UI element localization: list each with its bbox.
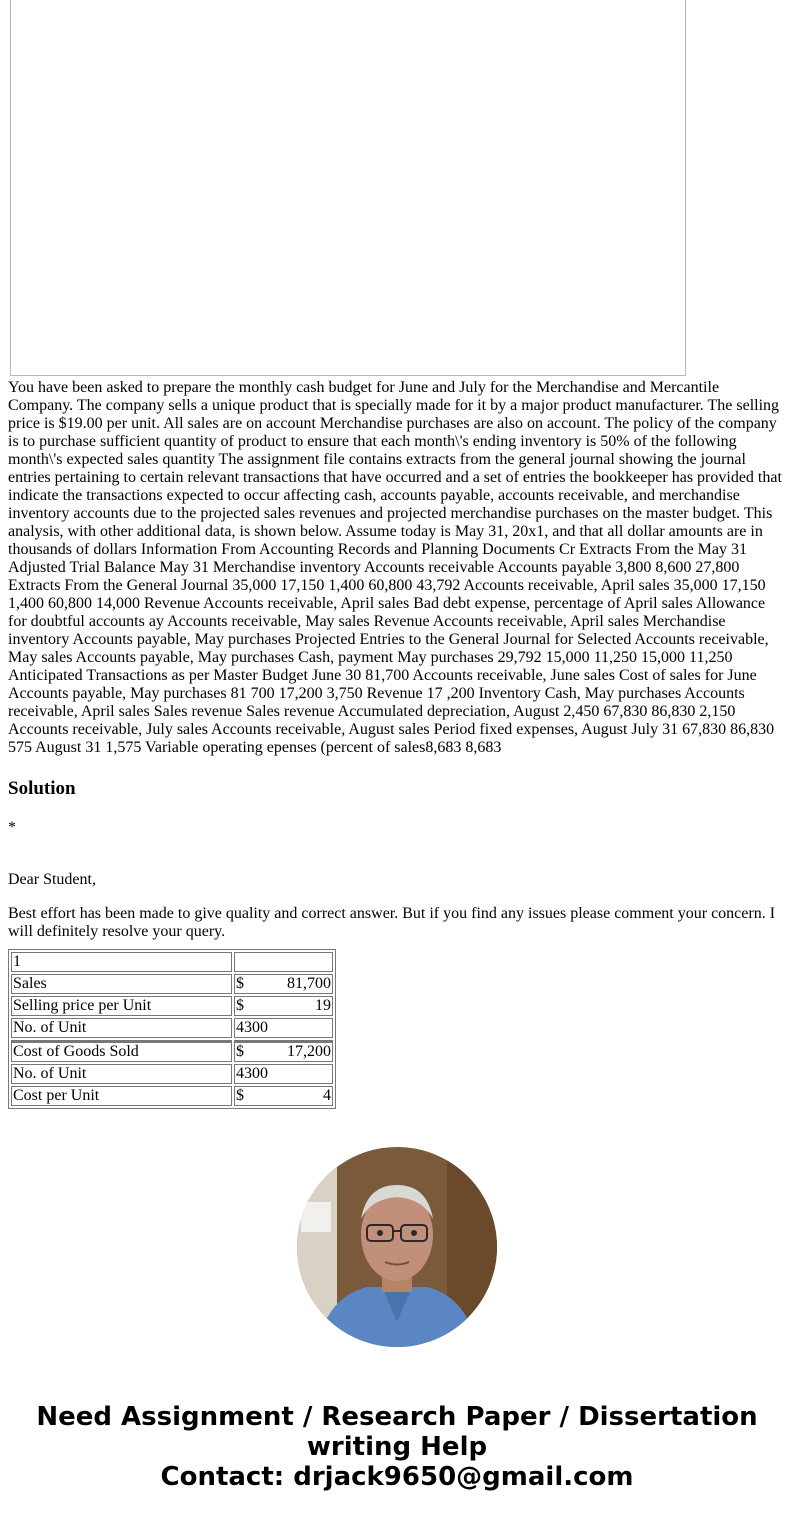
row-value-cell: $ 81,700 — [236, 975, 331, 992]
row-value-cell: $ 4 — [236, 1087, 331, 1104]
promo-line-help: Need Assignment / Research Paper / Dissertation writing Help — [36, 1402, 758, 1462]
row-label: No. of Unit — [11, 1018, 232, 1038]
answer-table — [8, 949, 336, 1109]
row-value-cell: $ 17,200 — [234, 1040, 333, 1062]
row-value-cell: $ 19 — [236, 997, 331, 1014]
table-row — [11, 974, 333, 994]
promo-banner — [8, 1402, 786, 1492]
question-text: You have been asked to prepare the monthly cash budget for June and July for the Merchandise and Mercantile Company. The company sells a unique product that is specially made for it by a major product manufacturer. The selling price is $19.00 per unit. All sales are on account Merchandise purchases are also on account. The policy of the company is to purchase sufficient quantity of product to ensure that each month\'s ending inventory is 50% of the following month\'s expected sales quantity The assignment file contains extracts from the general journal showing the journal entries pertaining to certain relevant transactions that have occurred and a set of entries the bookkeeper has provided that indicate the transactions expected to occur affecting cash, accounts payable, accounts receivable, and merchandise inventory accounts due to the projected sales revenues and projected merchandise purchases on the master budget. This analysis, with other additional data, is shown below. Assume today is May 31, 20x1, and that all dollar amounts are in thousands of dollars Information From Accounting Records and Planning Documents Cr Extracts From the May 31 Adjusted Trial Balance May 31 Merchandise inventory Accounts receivable Accounts payable 3,800 8,600 27,800 Extracts From the General Journal 35,000 17,150 1,400 60,800 43,792 Accounts receivable, April sales 35,000 17,150 1,400 60,800 14,000 Revenue Accounts receivable, April sales Bad debt expense, percentage of April sales Allowance for doubtful accounts ay Accounts receivable, May sales Revenue Accounts receivable, April sales Merchandise inventory Accounts payable, May purchases Projected Entries to the General Journal for Selected Accounts receivable, May sales Accounts payable, May purchases Cash, payment May purchases 29,792 15,000 11,250 15,000 11,250 Anticipated Transactions as per Master Budget June 30 81,700 Accounts receivable, June sales Cost of sales for June Accounts payable, May purchases 81 700 17,200 3,750 Revenue 17 ,200 Inventory Cash, May purchases Accounts receivable, April sales Sales revenue Sales revenue Accumulated depreciation, August 2,450 67,830 86,830 2,150 Accounts receivable, July sales Accounts receivable, August sales Period fixed expenses, August July 31 67,830 86,830 575 August 31 1,575 Variable operating epenses (percent of sales8,683 8,683 — [8, 379, 782, 756]
table-row — [11, 952, 333, 972]
person-portrait-icon — [297, 1147, 497, 1347]
row-value-cell: 4300 — [234, 1018, 333, 1038]
row-label: Cost per Unit — [11, 1086, 232, 1106]
table-row — [11, 1040, 333, 1062]
solution-heading: Solution — [8, 778, 76, 799]
promo-line-contact: Contact: drjack9650@gmail.com — [160, 1462, 634, 1492]
row-label: No. of Unit — [11, 1064, 232, 1084]
row-label: Selling price per Unit — [11, 996, 232, 1016]
table-row — [11, 1018, 333, 1038]
row-value-cell — [234, 952, 333, 972]
table-row — [11, 1064, 333, 1084]
greeting-text: Dear Student, — [8, 871, 96, 888]
solution-star: * — [8, 819, 16, 836]
row-label: Cost of Goods Sold — [11, 1040, 232, 1062]
author-avatar — [297, 1147, 497, 1347]
note-text: Best effort has been made to give quality and correct answer. But if you find any issues please comment your concern. I will definitely resolve your query. — [8, 905, 776, 940]
table-row — [11, 1086, 333, 1106]
question-image — [10, 0, 686, 376]
row-label: 1 — [11, 952, 232, 972]
table-row — [11, 996, 333, 1016]
row-value-cell: 4300 — [234, 1064, 333, 1084]
row-label: Sales — [11, 974, 232, 994]
